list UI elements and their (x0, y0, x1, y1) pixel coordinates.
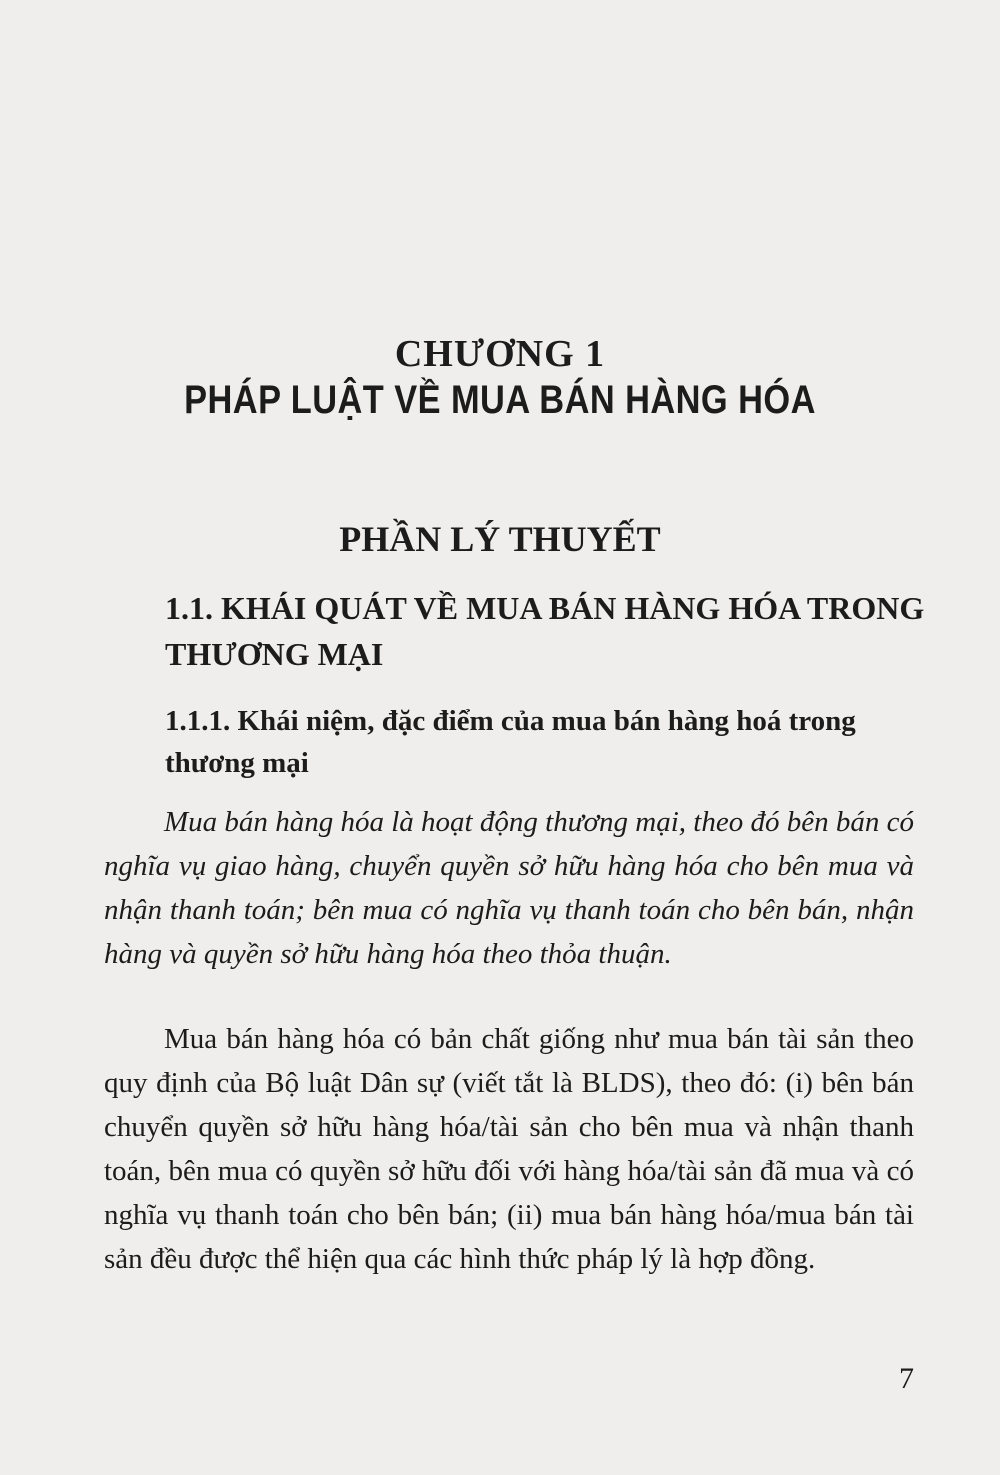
page-number: 7 (899, 1362, 914, 1395)
chapter-label: CHƯƠNG 1 (394, 333, 606, 375)
definition-paragraph: Mua bán hàng hóa là hoạt động thương mại, theo đó bên bán có nghĩa vụ giao hàng, chuyển quyền sở hữu hàng hóa cho bên mua và nhận thanh toán; bên mua có nghĩa vụ thanh toán cho bên bán, nhận hàng và quyền sở hữu hàng hóa theo thỏa thuận. (104, 806, 914, 970)
body-paragraph: Mua bán hàng hóa có bản chất giống như mua bán tài sản theo quy định của Bộ luật Dân sự (viết tắt là BLDS), theo đó: (i) bên bán chuyển quyền sở hữu hàng hóa/tài sản cho bên mua và nhận thanh toán, bên mua có quyền sở hữu đối với hàng hóa/tài sản đã mua và có nghĩa vụ thanh toán cho bên bán; (ii) mua bán hàng hóa/mua bán tài sản đều được thể hiện qua các hình thức pháp lý là hợp đồng. (104, 1023, 914, 1275)
section-heading: 1.1. KHÁI QUÁT VỀ MUA BÁN HÀNG HÓA TRONG THƯƠNG MẠI (165, 590, 925, 672)
part-heading: PHẦN LÝ THUYẾT (339, 519, 661, 559)
subsection-heading: 1.1.1. Khái niệm, đặc điểm của mua bán hàng hoá trong thương mại (165, 705, 856, 779)
chapter-title: PHÁP LUẬT VỀ MUA BÁN HÀNG HÓA (184, 378, 816, 422)
